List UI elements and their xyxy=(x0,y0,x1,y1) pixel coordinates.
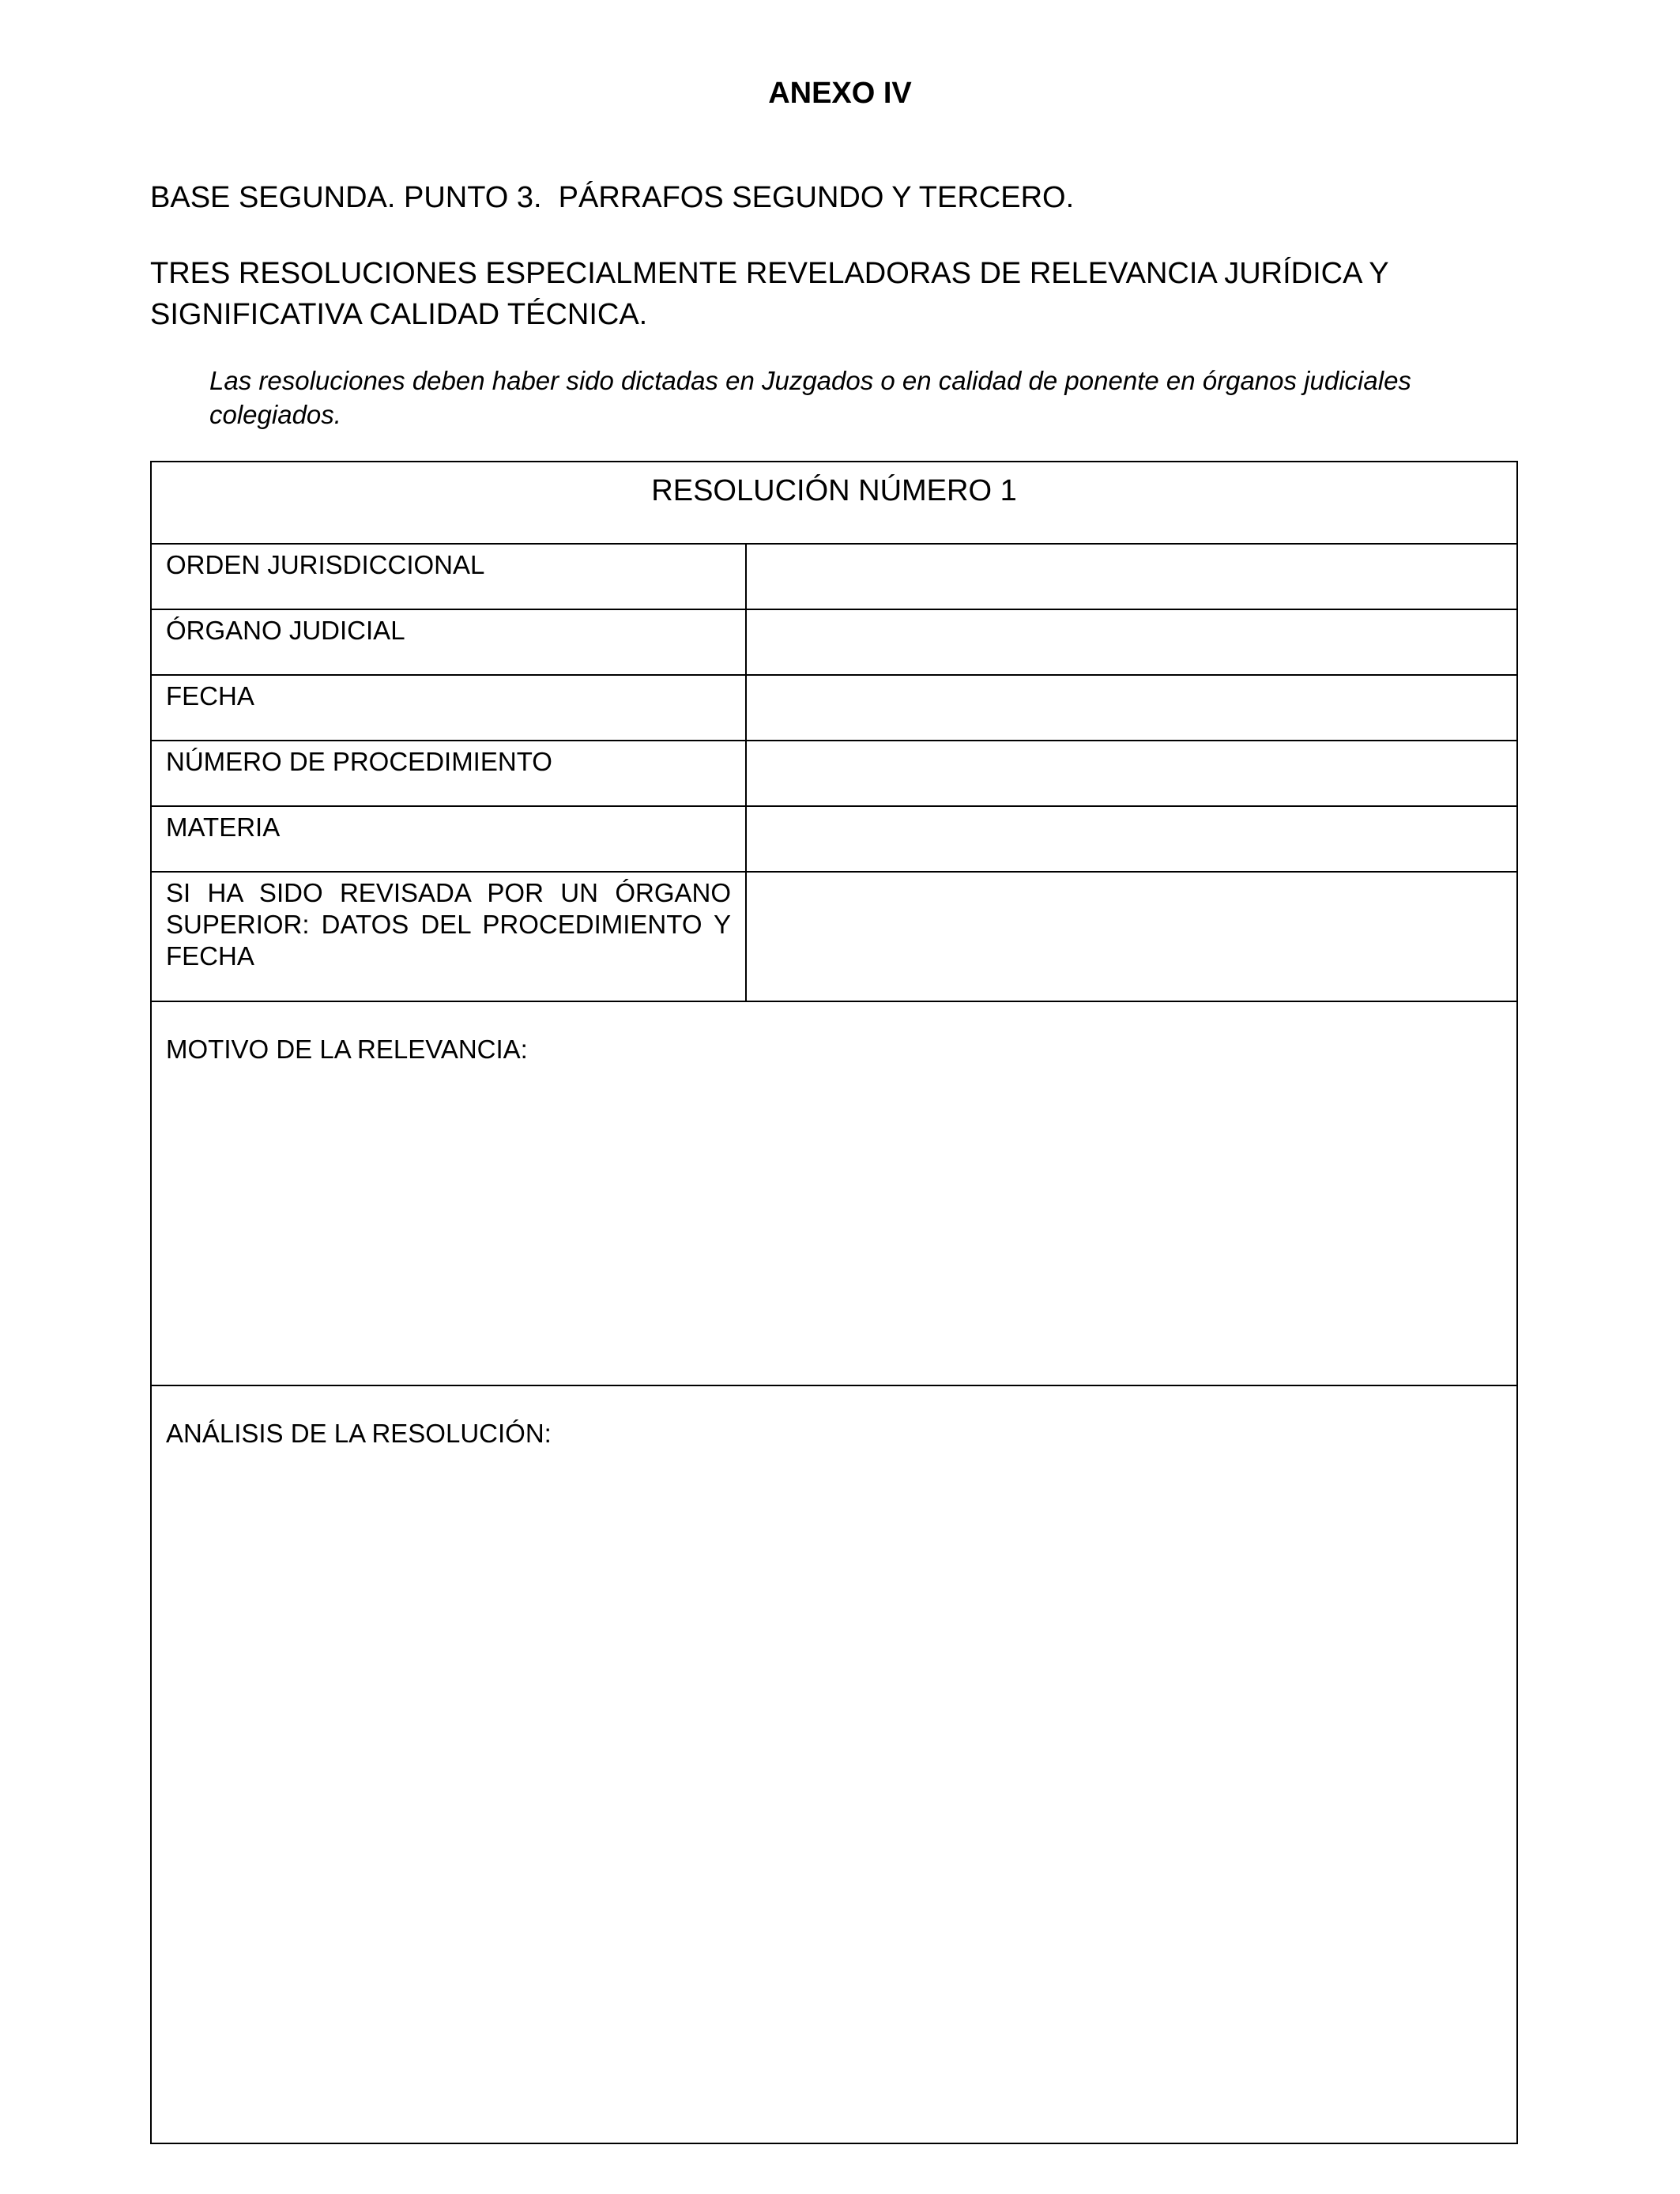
row-label-organo-judicial: ÓRGANO JUDICIAL xyxy=(151,609,746,675)
analisis-row xyxy=(151,1385,1517,2143)
resolution-form-table xyxy=(150,461,1518,2144)
page-title: ANEXO IV xyxy=(768,77,912,110)
form-title-row xyxy=(151,462,1517,544)
row-label-revision-superior: SI HA SIDO REVISADA POR UN ÓRGANO SUPERIOR: DATOS DEL PROCEDIMIENTO Y FECHA xyxy=(151,872,746,1001)
value-field-fecha[interactable] xyxy=(746,675,1517,741)
table-row xyxy=(151,872,1517,1001)
row-label-orden-jurisdiccional: ORDEN JURISDICCIONAL xyxy=(151,544,746,609)
table-row xyxy=(151,675,1517,741)
analisis-resolucion-field[interactable] xyxy=(151,1385,1517,2143)
row-label-materia: MATERIA xyxy=(151,806,746,872)
motivo-relevancia-field[interactable] xyxy=(151,1001,1517,1385)
value-field-organo-judicial[interactable] xyxy=(746,609,1517,675)
value-field-materia[interactable] xyxy=(746,806,1517,872)
value-field-revision-superior[interactable] xyxy=(746,872,1517,1001)
analisis-resolucion-label: ANÁLISIS DE LA RESOLUCIÓN: xyxy=(166,1419,552,1448)
row-label-numero-procedimiento: NÚMERO DE PROCEDIMIENTO xyxy=(151,741,746,806)
motivo-row xyxy=(151,1001,1517,1385)
table-row xyxy=(151,741,1517,806)
value-field-numero-procedimiento[interactable] xyxy=(746,741,1517,806)
row-label-fecha: FECHA xyxy=(151,675,746,741)
section-heading: TRES RESOLUCIONES ESPECIALMENTE REVELADORAS DE RELEVANCIA JURÍDICA Y SIGNIFICATIVA CALIDAD TÉCNICA. xyxy=(150,257,1388,331)
instruction-note: Las resoluciones deben haber sido dictadas en Juzgados o en calidad de ponente en órganos judiciales colegiados. xyxy=(209,366,1411,429)
table-row xyxy=(151,806,1517,872)
form-title: RESOLUCIÓN NÚMERO 1 xyxy=(151,462,1517,544)
motivo-relevancia-label: MOTIVO DE LA RELEVANCIA: xyxy=(166,1035,528,1064)
base-reference: BASE SEGUNDA. PUNTO 3. PÁRRAFOS SEGUNDO Y TERCERO. xyxy=(150,181,1075,214)
table-row xyxy=(151,544,1517,609)
value-field-orden-jurisdiccional[interactable] xyxy=(746,544,1517,609)
table-row xyxy=(151,609,1517,675)
